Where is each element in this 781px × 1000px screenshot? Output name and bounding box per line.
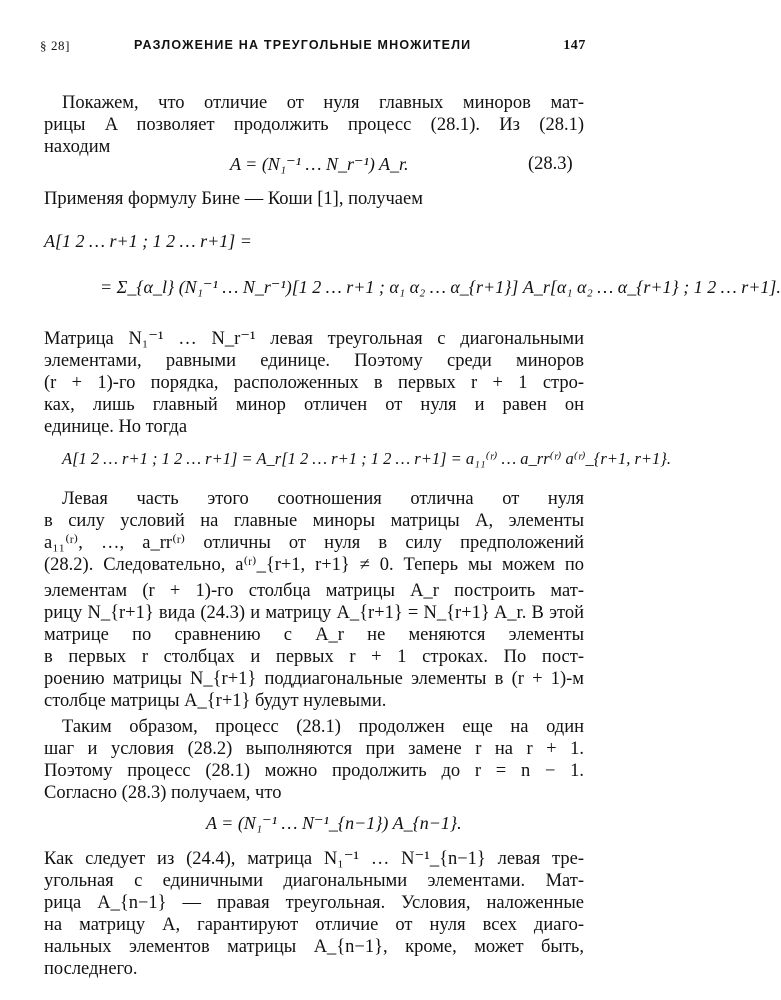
running-title: РАЗЛОЖЕНИЕ НА ТРЕУГОЛЬНЫЕ МНОЖИТЕЛИ [134,38,472,52]
equation-number-28-3: (28.3) [528,154,573,174]
para1-line1: Покажем, что отличие от нуля главных миноров мат- [62,93,584,113]
para3-line5: единице. Но тогда [44,417,188,437]
para4-line10: столбце матрицы A_{r+1} будут нулевыми. [44,691,387,711]
para6-line5: нальных элементов матрицы A_{n−1}, кроме, может быть, [44,937,584,957]
para6-line6: последнего. [44,959,138,979]
equation-binet-line2: = Σ_{α_l} (N₁⁻¹ … N_r⁻¹)[1 2 … r+1 ; α₁ α₂ … α_{r+1}] A_r[α₁ α₂ … α_{r+1} ; 1 2 … r+1]. [100,277,781,297]
para4-line8: в первых r столбцах и первых r + 1 строках. По пост- [44,647,584,667]
equation-28-3: A = (N₁⁻¹ … N_r⁻¹) A_r. [230,154,409,174]
para3-line3: (r + 1)-го порядка, расположенных в первых r + 1 стро- [44,373,584,393]
para1-line3: находим [44,137,111,157]
equation-minor: A[1 2 … r+1 ; 1 2 … r+1] = A_r[1 2 … r+1 ; 1 2 … r+1] = a₁₁⁽ʳ⁾ … a_rr⁽ʳ⁾ a⁽ʳ⁾_{r+1, r+1}. [62,449,671,468]
para4-line5: элементам (r + 1)-го столбца матрицы A_r построить мат- [44,581,584,601]
para5-line3: Поэтому процесс (28.1) можно продолжить до r = n − 1. [44,761,584,781]
equation-binet-line1: A[1 2 … r+1 ; 1 2 … r+1] = [44,231,252,251]
para2-line: Применяя формулу Бине — Коши [1], получаем [44,189,423,209]
para6-line4: на матрицу A, гарантируют отличие от нуля всех диаго- [44,915,584,935]
para4-line9: роению матрицы N_{r+1} поддиагональные элементы в (r + 1)-м [44,669,584,689]
para1-line2: рицы A позволяет продолжить процесс (28.1). Из (28.1) [44,115,584,135]
para4-line4: (28.2). Следовательно, a⁽ʳ⁾_{r+1, r+1} ≠ 0. Теперь мы можем по [44,555,584,575]
para4-line6: рицу N_{r+1} вида (24.3) и матрицу A_{r+1} = N_{r+1} A_r. В этой [44,603,584,623]
page-header [40,38,586,58]
para6-line3: рица A_{n−1} — правая треугольная. Условия, наложенные [44,893,584,913]
para5-line2: шаг и условия (28.2) выполняются при замене r на r + 1. [44,739,584,759]
section-ref: § 28] [40,38,71,53]
page-number: 147 [563,38,586,53]
para5-line1: Таким образом, процесс (28.1) продолжен еще на один [62,717,584,737]
para6-line1: Как следует из (24.4), матрица N₁⁻¹ … N⁻¹_{n−1} левая тре- [44,849,584,869]
para3-line4: ках, лишь главный минор отличен от нуля и равен он [44,395,584,415]
para6-line2: угольная с единичными диагональными элементами. Мат- [44,871,584,891]
equation-final: A = (N₁⁻¹ … N⁻¹_{n−1}) A_{n−1}. [206,813,462,833]
para4-line7: матрице по сравнению с A_r не меняются элементы [44,625,584,645]
para3-line1: Матрица N₁⁻¹ … N_r⁻¹ левая треугольная с диагональными [44,329,584,349]
para5-line4: Согласно (28.3) получаем, что [44,783,282,803]
para4-line2: в силу условий на главные миноры матрицы A, элементы [44,511,584,531]
para3-line2: элементами, равными единице. Поэтому среди миноров [44,351,584,371]
para4-line3: a₁₁⁽ʳ⁾, …, a_rr⁽ʳ⁾ отличны от нуля в силу предположений [44,533,584,553]
para4-line1: Левая часть этого соотношения отлична от нуля [62,489,584,509]
